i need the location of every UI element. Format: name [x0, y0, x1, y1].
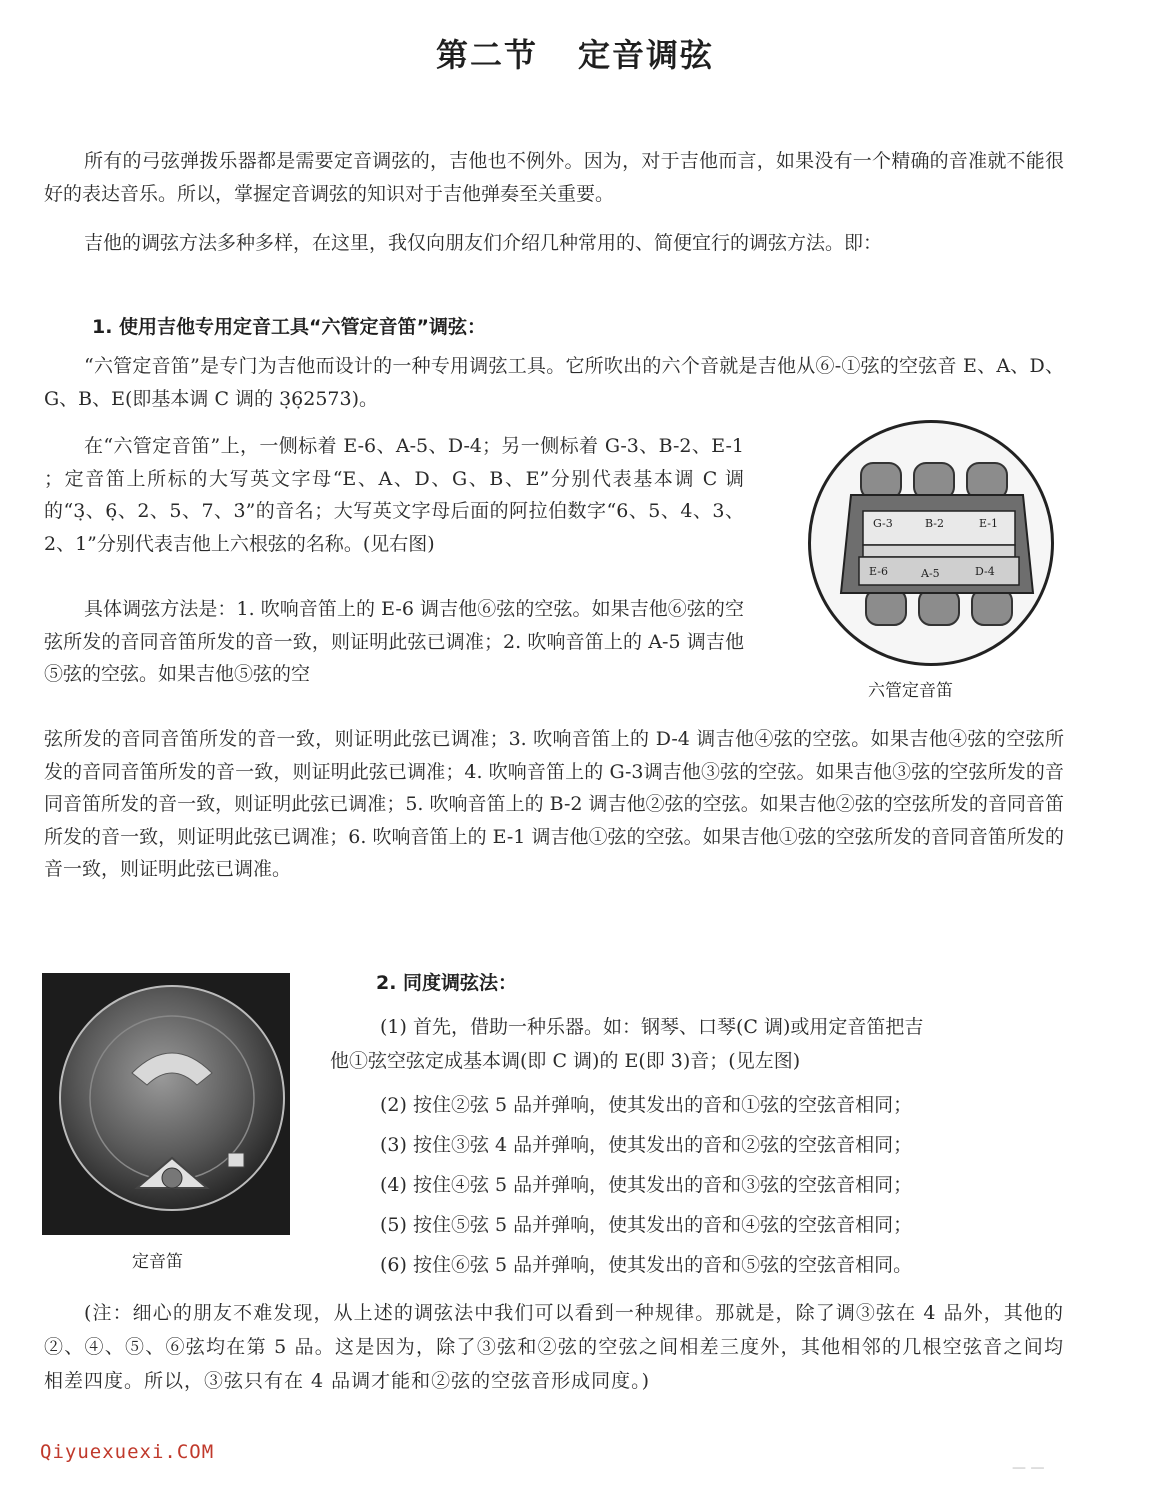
section1-paragraph-3b: 弦所发的音同音笛所发的音一致，则证明此弦已调准；3. 吹响音笛上的 D-4 调吉他④弦的空弦。如果吉他④弦的空弦所发的音同音笛所发的音一致，则证明此弦已调准；4. 吹响音笛上的 G-3调吉他③弦的空弦。如果吉他③弦的空弦所发的音同音笛所发的音一致，则证明此弦已调准；5. 吹响音笛上的 B-2 调吉他②弦的空弦。如果吉他②弦的空弦所发的音同音笛所发的音一致，则证明此弦已调准；6. 吹响音笛上的 E-1 调吉他①弦的空弦。如果吉他①弦的空弦所发的音同音笛所发的音一致，则证明此弦已调准。: [44, 728, 1064, 880]
step-2: (2) 按住②弦 5 品并弹响，使其发出的音和①弦的空弦音相同；: [380, 1094, 913, 1116]
watermark-logo: Qiyuexuexi.COM: [40, 1441, 215, 1463]
step-1-line-2: 他①弦空弦定成基本调(即 C 调)的 E(即 3̇)音；(见左图): [330, 1050, 801, 1072]
page-title: [0, 30, 1150, 76]
section-title: 定音调弦: [578, 36, 715, 74]
pipe-label-bottom-2: A-5: [921, 567, 940, 580]
page-number-mark: — —: [1012, 1460, 1045, 1476]
step-1-line-1: (1) 首先，借助一种乐器。如：钢琴、口琴(C 调)或用定音笛把吉: [380, 1016, 924, 1038]
section-number: 第二节: [435, 36, 538, 74]
intro-paragraph-2: 吉他的调弦方法多种多样，在这里，我仅向朋友们介绍几种常用的、简便宜行的调弦方法。即：: [84, 232, 883, 254]
pipe-label-top-1: G-3: [873, 517, 893, 530]
figure-caption-round-pipe: 定音笛: [132, 1252, 183, 1272]
round-pitch-pipe-image: [42, 973, 290, 1235]
section2-heading: 2. 同度调弦法：: [376, 972, 518, 994]
step-6: (6) 按住⑥弦 5 品并弹响，使其发出的音和⑤弦的空弦音相同。: [380, 1254, 913, 1276]
intro-paragraph: 所有的弓弦弹拨乐器都是需要定音调弦的，吉他也不例外。因为，对于吉他而言，如果没有一个精确的音准就不能很好的表达音乐。所以，掌握定音调弦的知识对于吉他弹奏至关重要。: [44, 150, 1064, 205]
pipe-label-top-3: E-1: [979, 517, 998, 530]
step-3: (3) 按住③弦 4 品并弹响，使其发出的音和②弦的空弦音相同；: [380, 1134, 913, 1156]
pipe-label-top-2: B-2: [925, 517, 945, 530]
step-5: (5) 按住⑤弦 5 品并弹响，使其发出的音和④弦的空弦音相同；: [380, 1214, 913, 1236]
figure-caption-six-pipe: 六管定音笛: [868, 681, 953, 701]
note-paragraph: (注：细心的朋友不难发现，从上述的调弦法中我们可以看到一种规律。那就是，除了调③弦在 4 品外，其他的②、④、⑤、⑥弦均在第 5 品。这是因为，除了③弦和②弦的空弦之间相差三度外，其他相邻的几根空弦音之间均相差四度。所以，③弦只有在 4 品调才能和②弦的空弦音形成同度。): [44, 1302, 1064, 1392]
step-4: (4) 按住④弦 5 品并弹响，使其发出的音和③弦的空弦音相同；: [380, 1174, 913, 1196]
section1-paragraph-1: “六管定音笛”是专门为吉他而设计的一种专用调弦工具。它所吹出的六个音就是吉他从⑥-①弦的空弦音 E、A、D、G、B、E(即基本调 C 调的 3̣6̣2573̇)。: [44, 355, 1064, 410]
six-pipe-pitch-pipe-figure: [808, 420, 1054, 666]
section1-paragraph-2: 在“六管定音笛”上，一侧标着 E-6、A-5、D-4；另一侧标着 G-3、B-2、E-1 ；定音笛上所标的大写英文字母“E、A、D、G、B、E”分别代表基本调 C 调的“3̣、6̣、2、5、7、3̇”的音名；大写英文字母后面的阿拉伯数字“6、5、4、3、2、1”分别代表吉他上六根弦的名称。(见右图): [44, 435, 744, 555]
round-pitch-pipe-photo: [42, 973, 290, 1235]
pipe-label-bottom-3: D-4: [975, 565, 995, 578]
pipe-label-bottom-1: E-6: [869, 565, 888, 578]
section1-heading: 1. 使用吉他专用定音工具“六管定音笛”调弦：: [92, 316, 487, 338]
pitch-pipe-illustration: [811, 423, 1051, 663]
section1-paragraph-3a: 具体调弦方法是：1. 吹响音笛上的 E-6 调吉他⑥弦的空弦。如果吉他⑥弦的空弦所发的音同音笛所发的音一致，则证明此弦已调准；2. 吹响音笛上的 A-5 调吉他⑤弦的空弦。如果吉他⑤弦的空: [44, 598, 744, 685]
